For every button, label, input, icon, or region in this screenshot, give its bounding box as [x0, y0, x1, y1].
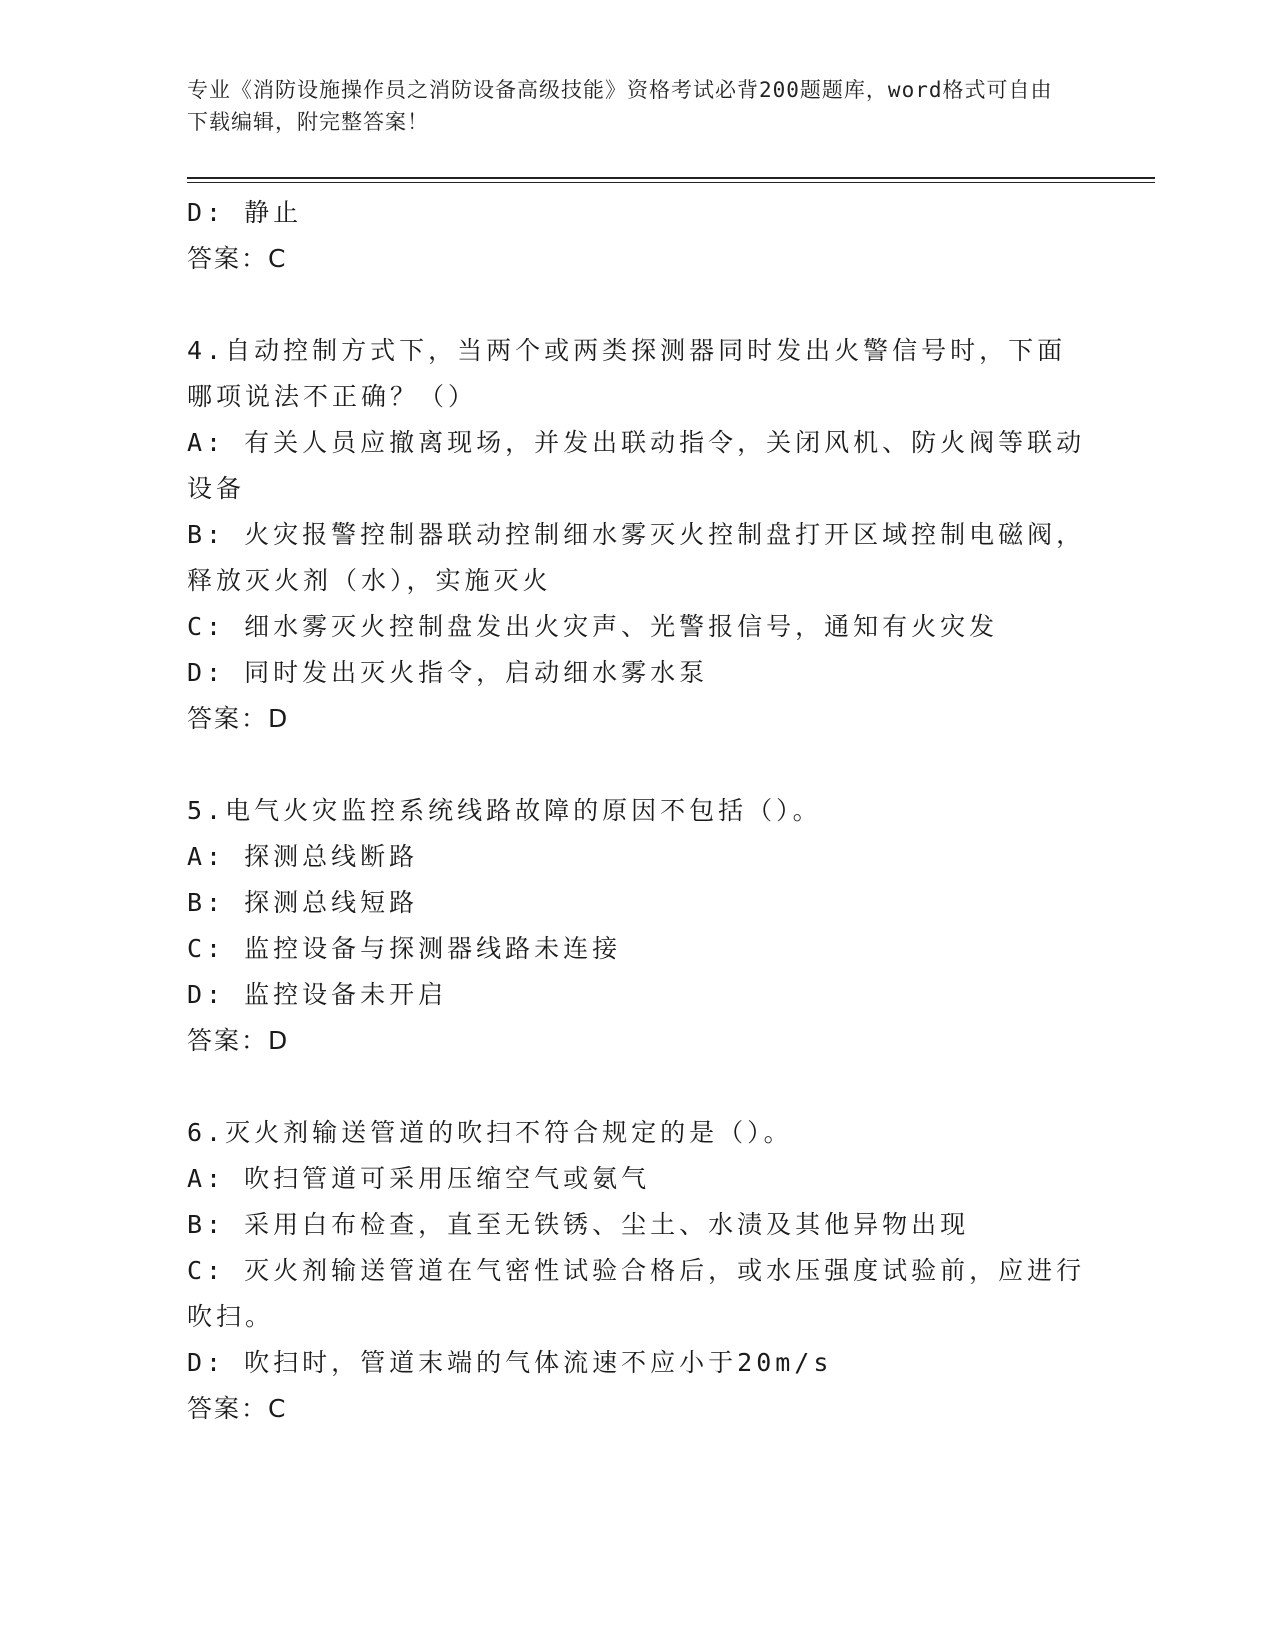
option-d: D: 吹扫时，管道末端的气体流速不应小于20m/s [187, 1348, 833, 1377]
question-5 [187, 788, 1087, 1064]
option-c: C: 灭火剂输送管道在气密性试验合格后，或水压强度试验前，应进行吹扫。 [187, 1256, 1086, 1331]
answer: 答案：D [187, 704, 290, 733]
question-stem: 4.自动控制方式下，当两个或两类探测器同时发出火警信号时，下面哪项说法不正确？（） [187, 336, 1067, 411]
question-6 [187, 1110, 1087, 1432]
option-b: B: 探测总线短路 [187, 888, 419, 917]
document-header: 专业《消防设施操作员之消防设备高级技能》资格考试必背200题题库，word格式可自由下载编辑，附完整答案！ [187, 78, 1053, 134]
option-b: B: 火灾报警控制器联动控制细水雾灭火控制盘打开区域控制电磁阀，释放灭火剂（水），实施灭火 [187, 520, 1086, 595]
option-c: C: 细水雾灭火控制盘发出火灾声、光警报信号，通知有火灾发 [187, 612, 999, 641]
option-a: A: 探测总线断路 [187, 842, 419, 871]
option-a: A: 有关人员应撤离现场，并发出联动指令，关闭风机、防火阀等联动设备 [187, 428, 1086, 503]
option-d: D: 监控设备未开启 [187, 980, 448, 1009]
question-list [187, 190, 1087, 1432]
question-stem: 5.电气火灾监控系统线路故障的原因不包括（）。 [187, 796, 822, 825]
header-divider-thin [187, 182, 1155, 183]
header-divider [187, 177, 1155, 179]
option-b: B: 采用白布检查，直至无铁锈、尘土、水渍及其他异物出现 [187, 1210, 970, 1239]
answer: 答案：C [187, 1394, 288, 1423]
prev-option-d: D: 静止 [187, 198, 303, 227]
option-c: C: 监控设备与探测器线路未连接 [187, 934, 622, 963]
option-a: A: 吹扫管道可采用压缩空气或氨气 [187, 1164, 651, 1193]
answer: 答案：D [187, 1026, 290, 1055]
option-d: D: 同时发出灭火指令，启动细水雾水泵 [187, 658, 709, 687]
question-4 [187, 328, 1087, 742]
prev-answer: 答案：C [187, 244, 288, 273]
question-stem: 6.灭火剂输送管道的吹扫不符合规定的是（）。 [187, 1118, 793, 1147]
